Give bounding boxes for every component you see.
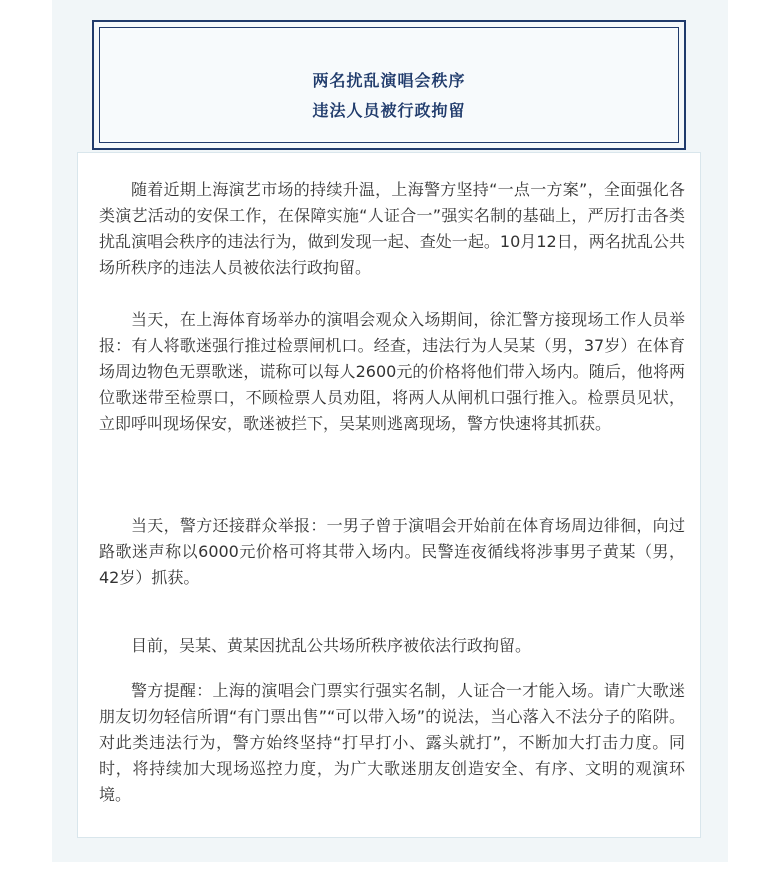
title-frame bbox=[92, 20, 686, 150]
article-paragraph-2: 当天，在上海体育场举办的演唱会观众入场期间，徐汇警方接现场工作人员举报：有人将歌迷强行推过检票闸机口。经查，违法行为人吴某（男，37岁）在体育场周边物色无票歌迷，谎称可以每人2600元的价格将他们带入场内。随后，他将两位歌迷带至检票口，不顾检票人员劝阻，将两人从闸机口强行推入。检票员见状，立即呼叫现场保安，歌迷被拦下，吴某则逃离现场，警方快速将其抓获。 bbox=[99, 310, 685, 433]
article-paragraph-3: 当天，警方还接群众举报：一男子曾于演唱会开始前在体育场周边徘徊，向过路歌迷声称以6000元价格可将其带入场内。民警连夜循线将涉事男子黄某（男，42岁）抓获。 bbox=[99, 516, 685, 587]
title-frame-inner bbox=[99, 27, 679, 143]
article-title-line-2: 违法人员被行政拘留 bbox=[312, 101, 466, 120]
article-paragraph-5: 警方提醒：上海的演唱会门票实行强实名制，人证合一才能入场。请广大歌迷朋友切勿轻信所谓“有门票出售”“可以带入场”的说法，当心落入不法分子的陷阱。对此类违法行为，警方始终坚持“打早打小、露头就打”，不断加大打击力度。同时，将持续加大现场巡控力度，为广大歌迷朋友创造安全、有序、文明的观演环境。 bbox=[99, 681, 685, 804]
article-title-line-1: 两名扰乱演唱会秩序 bbox=[312, 71, 466, 90]
article-paragraph-1: 随着近期上海演艺市场的持续升温，上海警方坚持“一点一方案”，全面强化各类演艺活动的安保工作，在保障实施“人证合一”强实名制的基础上，严厉打击各类扰乱演唱会秩序的违法行为，做到发现一起、查处一起。10月12日，两名扰乱公共场所秩序的违法人员被依法行政拘留。 bbox=[99, 180, 685, 277]
article-body-card bbox=[77, 152, 701, 838]
article-paragraph-4: 目前，吴某、黄某因扰乱公共场所秩序被依法行政拘留。 bbox=[131, 636, 532, 655]
